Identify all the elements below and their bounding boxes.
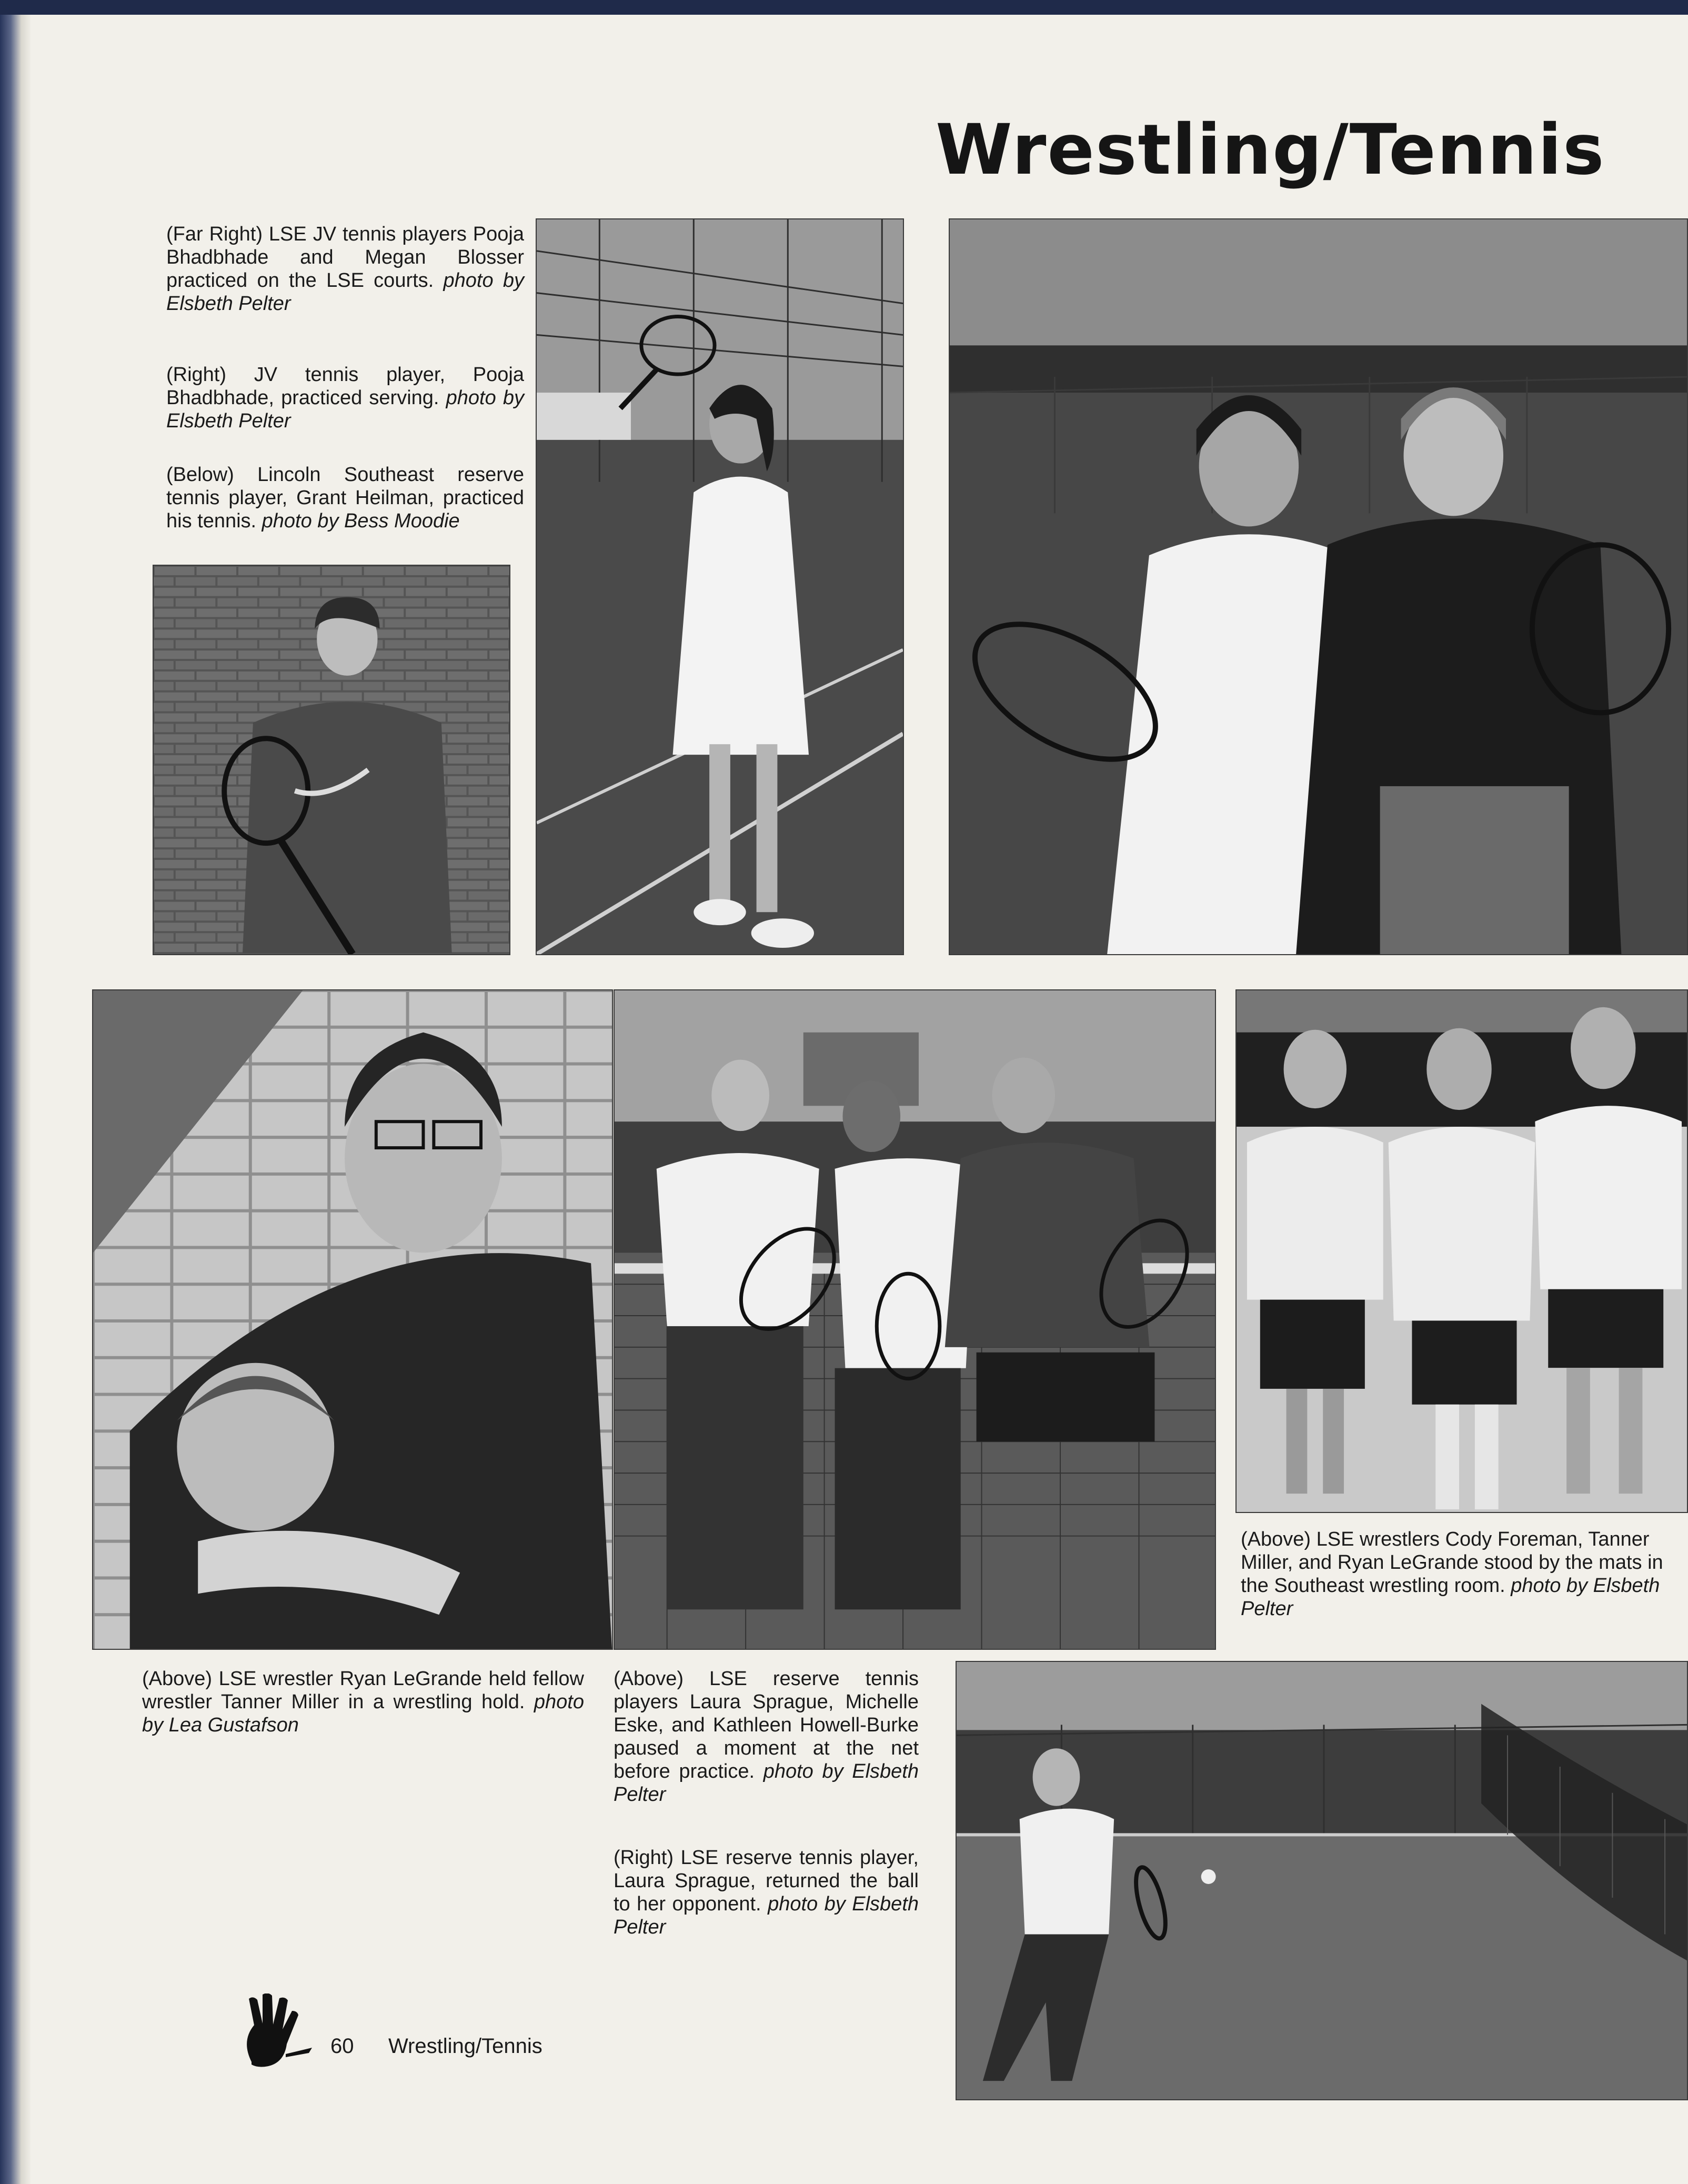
page-number: 60 bbox=[330, 2035, 354, 2058]
photo-credit: photo by Elsbeth Pelter bbox=[166, 269, 524, 315]
hand-print-icon bbox=[236, 1993, 315, 2067]
caption-text: (Right) JV tennis player, Pooja Bhadbhade, practiced serving. bbox=[166, 364, 524, 409]
photo-wrestling-hold bbox=[92, 989, 613, 1650]
caption-text: (Below) Lincoln Southeast reserve tennis player, Grant Heilman, practiced his tennis. bbox=[166, 464, 524, 532]
photo-credit: photo by Elsbeth Pelter bbox=[166, 387, 524, 432]
caption-reserve-net bbox=[614, 1667, 919, 1806]
photo-jv-players-courts bbox=[949, 218, 1688, 955]
page-footer bbox=[236, 1993, 657, 2067]
photo-credit: photo by Lea Gustafson bbox=[142, 1691, 584, 1736]
page-binding bbox=[0, 15, 31, 2184]
caption-text: (Right) LSE reserve tennis player, Laura Sprague, returned the ball to her opponent. bbox=[614, 1847, 919, 1915]
caption-below bbox=[166, 463, 524, 533]
photo-pooja-serving bbox=[536, 218, 904, 955]
photo-credit: photo by Bess Moodie bbox=[262, 510, 460, 532]
caption-wrestlers-room bbox=[1241, 1528, 1683, 1620]
caption-text: (Above) LSE reserve tennis players Laura Sprague, Michelle Eske, and Kathleen Howell-Burke paused a moment at the net before practice. bbox=[614, 1668, 919, 1782]
photo-credit: photo by Elsbeth Pelter bbox=[1241, 1575, 1660, 1620]
page-title: Wrestling/Tennis bbox=[936, 109, 1605, 191]
photo-credit: photo by Elsbeth Pelter bbox=[614, 1760, 919, 1806]
caption-text: (Above) LSE wrestlers Cody Foreman, Tanner Miller, and Ryan LeGrande stood by the mats in the Southeast wrestling room. bbox=[1241, 1528, 1663, 1597]
footer-section-name: Wrestling/Tennis bbox=[388, 2035, 542, 2058]
caption-return-ball bbox=[614, 1846, 919, 1939]
photo-credit: photo by Elsbeth Pelter bbox=[614, 1893, 919, 1938]
yearbook-page bbox=[31, 15, 1688, 2184]
photo-reserve-players-net bbox=[614, 989, 1216, 1650]
caption-far-right bbox=[166, 223, 524, 315]
photo-three-wrestlers bbox=[1235, 989, 1688, 1513]
photo-laura-returning-ball bbox=[956, 1661, 1688, 2100]
caption-right-serving bbox=[166, 363, 524, 433]
caption-text: (Far Right) LSE JV tennis players Pooja Bhadbhade and Megan Blosser practiced on the LSE courts. bbox=[166, 223, 524, 292]
photo-tennis-player-brick-wall bbox=[153, 565, 510, 955]
caption-text: (Above) LSE wrestler Ryan LeGrande held fellow wrestler Tanner Miller in a wrestling hold. bbox=[142, 1668, 584, 1713]
caption-wrestling-hold bbox=[142, 1667, 584, 1737]
